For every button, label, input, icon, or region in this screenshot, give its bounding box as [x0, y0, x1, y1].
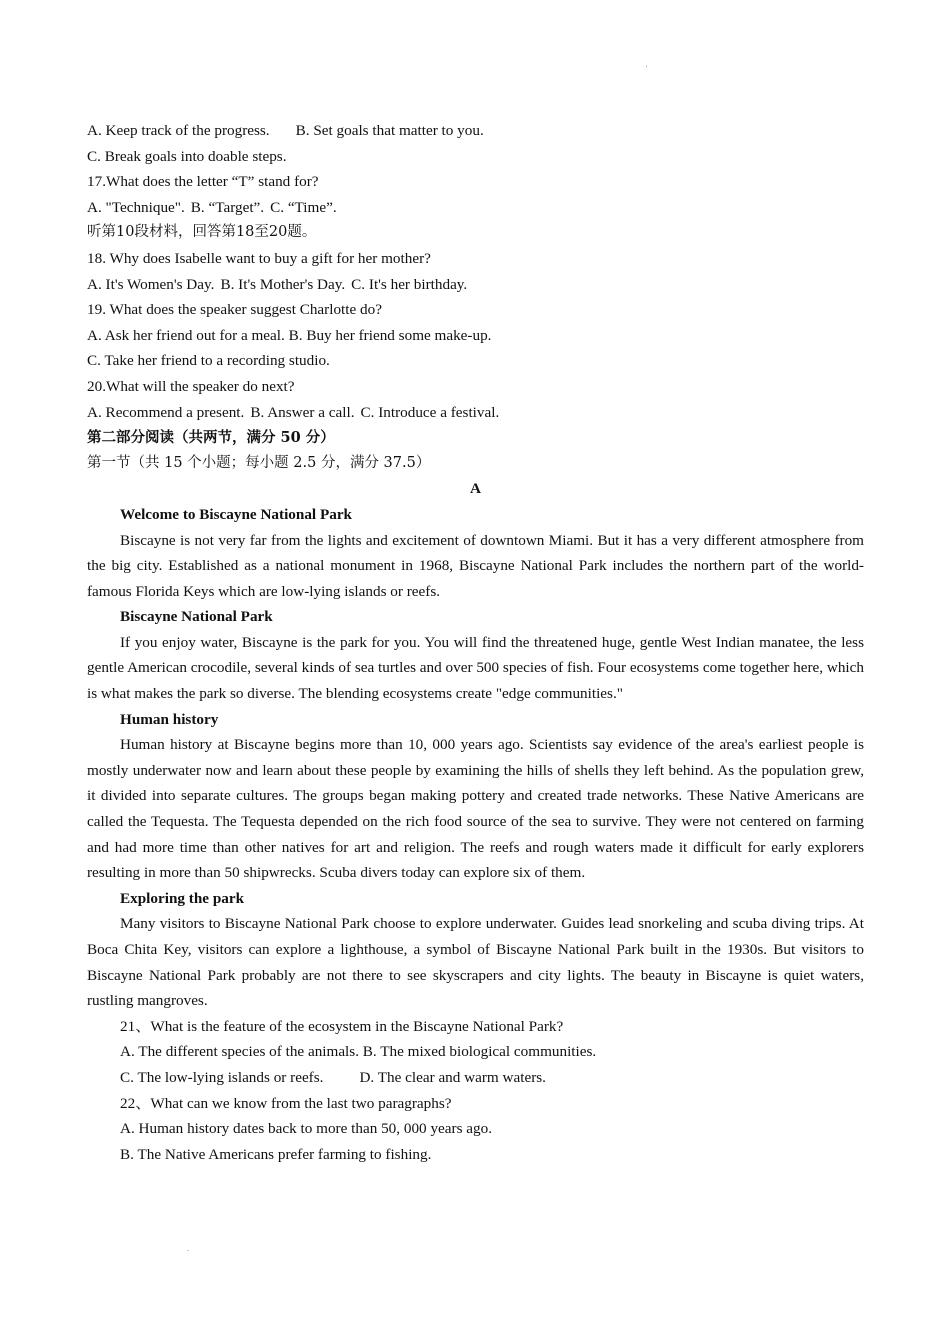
passage-label: A: [470, 480, 481, 498]
q20-option-b[interactable]: B. Answer a call.: [250, 403, 355, 421]
q16-option-a[interactable]: A. Keep track of the progress.: [87, 122, 270, 139]
q22-question: 22、What can we know from the last two paragraphs?: [120, 1094, 452, 1112]
q17-options: [87, 195, 864, 221]
q17-option-b[interactable]: B. “Target”.: [190, 198, 265, 216]
q18-question: 18. Why does Isabelle want to buy a gift for her mother?: [87, 249, 431, 267]
q21-options-cd: [87, 1065, 864, 1091]
q18-option-b[interactable]: B. It's Mother's Day.: [220, 275, 346, 293]
passage-para-2: Human history at Biscayne begins more than 10, 000 years ago. Scientists say evidence of the area's earliest people is mostly underwater now and learn about these people by examining the hills of shells they left behind. As the population grew, it divided into separate cultures. The groups began making pottery and created trade networks. These Native Americans are called the Tequesta. The Tequesta depended on the rich food source of the sea to survive. They were not centered on farming and had more time than other natives for art and religion. The reefs and rough waters made it difficult for early explorers resulting in more than 50 shipwrecks. Scuba divers today can explore six of them.: [87, 736, 864, 882]
section10-instruction: 听第10段材料，回答第18至20题。: [87, 224, 317, 241]
heading-biscayne-park: Biscayne National Park: [120, 608, 273, 626]
heading-human-history: Human history: [120, 710, 219, 728]
q16-options-ab: [87, 118, 864, 144]
q16-option-b[interactable]: B. Set goals that matter to you.: [295, 122, 484, 139]
q18-option-a[interactable]: A. It's Women's Day.: [87, 275, 215, 293]
q19-question: 19. What does the speaker suggest Charlotte do?: [87, 301, 382, 319]
q21-option-c[interactable]: C. The low-lying islands or reefs.: [120, 1068, 324, 1086]
q22-option-a[interactable]: A. Human history dates back to more than 50, 000 years ago.: [120, 1120, 493, 1138]
part2-title: 第二部分阅读（共两节，满分 50 分）: [87, 429, 335, 447]
q21-question: 21、What is the feature of the ecosystem in the Biscayne National Park?: [120, 1017, 564, 1035]
q20-option-c[interactable]: C. Introduce a festival.: [360, 403, 500, 421]
q21-option-d[interactable]: D. The clear and warm waters.: [359, 1068, 546, 1086]
q17-question: 17.What does the letter “T” stand for?: [87, 173, 319, 191]
q18-option-c[interactable]: C. It's her birthday.: [351, 275, 468, 293]
section1-title: 第一节（共 15 个小题；每小题 2.5 分，满分 37.5）: [87, 454, 431, 471]
q21-options-ab[interactable]: A. The different species of the animals. B. The mixed biological communities.: [120, 1043, 597, 1061]
q19-options-ab[interactable]: A. Ask her friend out for a meal. B. Buy her friend some make-up.: [87, 326, 492, 344]
q19-option-c[interactable]: C. Take her friend to a recording studio.: [87, 352, 330, 370]
q17-option-a[interactable]: A. "Technique".: [87, 198, 185, 216]
exam-page: [87, 118, 864, 1167]
q17-option-c[interactable]: C. “Time”.: [270, 198, 337, 216]
bottom-mark: .: [187, 1244, 189, 1253]
q20-options: [87, 400, 864, 426]
passage-para-3: Many visitors to Biscayne National Park choose to explore underwater. Guides lead snorkeling and scuba diving trips. At Boca Chita Key, visitors can explore a lighthouse, a symbol of Biscayne National Park built in the 1930s. But visitors to Biscayne National Park probably are not there to see skyscrapers and city lights. The beauty in Biscayne is quiet waters, rustling mangroves.: [87, 915, 864, 1010]
passage-para-1: If you enjoy water, Biscayne is the park for you. You will find the threatened huge, gentle West Indian manatee, the less gentle American crocodile, several kinds of sea turtles and over 500 species of fish. Four ecosystems come together here, which is what makes the park so diverse. The blending ecosystems create "edge communities.": [87, 633, 864, 703]
q16-option-c[interactable]: C. Break goals into doable steps.: [87, 147, 287, 165]
q18-options: [87, 272, 864, 298]
heading-exploring: Exploring the park: [120, 889, 245, 907]
passage-intro: Biscayne is not very far from the lights and excitement of downtown Miami. But it has a very different atmosphere from the big city. Established as a national monument in 1968, Biscayne National Park includes the northern part of the world-famous Florida Keys which are low-lying islands or reefs.: [87, 531, 864, 600]
passage-title: Welcome to Biscayne National Park: [120, 505, 353, 523]
top-mark: ': [646, 64, 648, 73]
q22-option-b[interactable]: B. The Native Americans prefer farming to fishing.: [120, 1145, 432, 1163]
q20-question: 20.What will the speaker do next?: [87, 377, 295, 395]
q20-option-a[interactable]: A. Recommend a present.: [87, 403, 245, 421]
